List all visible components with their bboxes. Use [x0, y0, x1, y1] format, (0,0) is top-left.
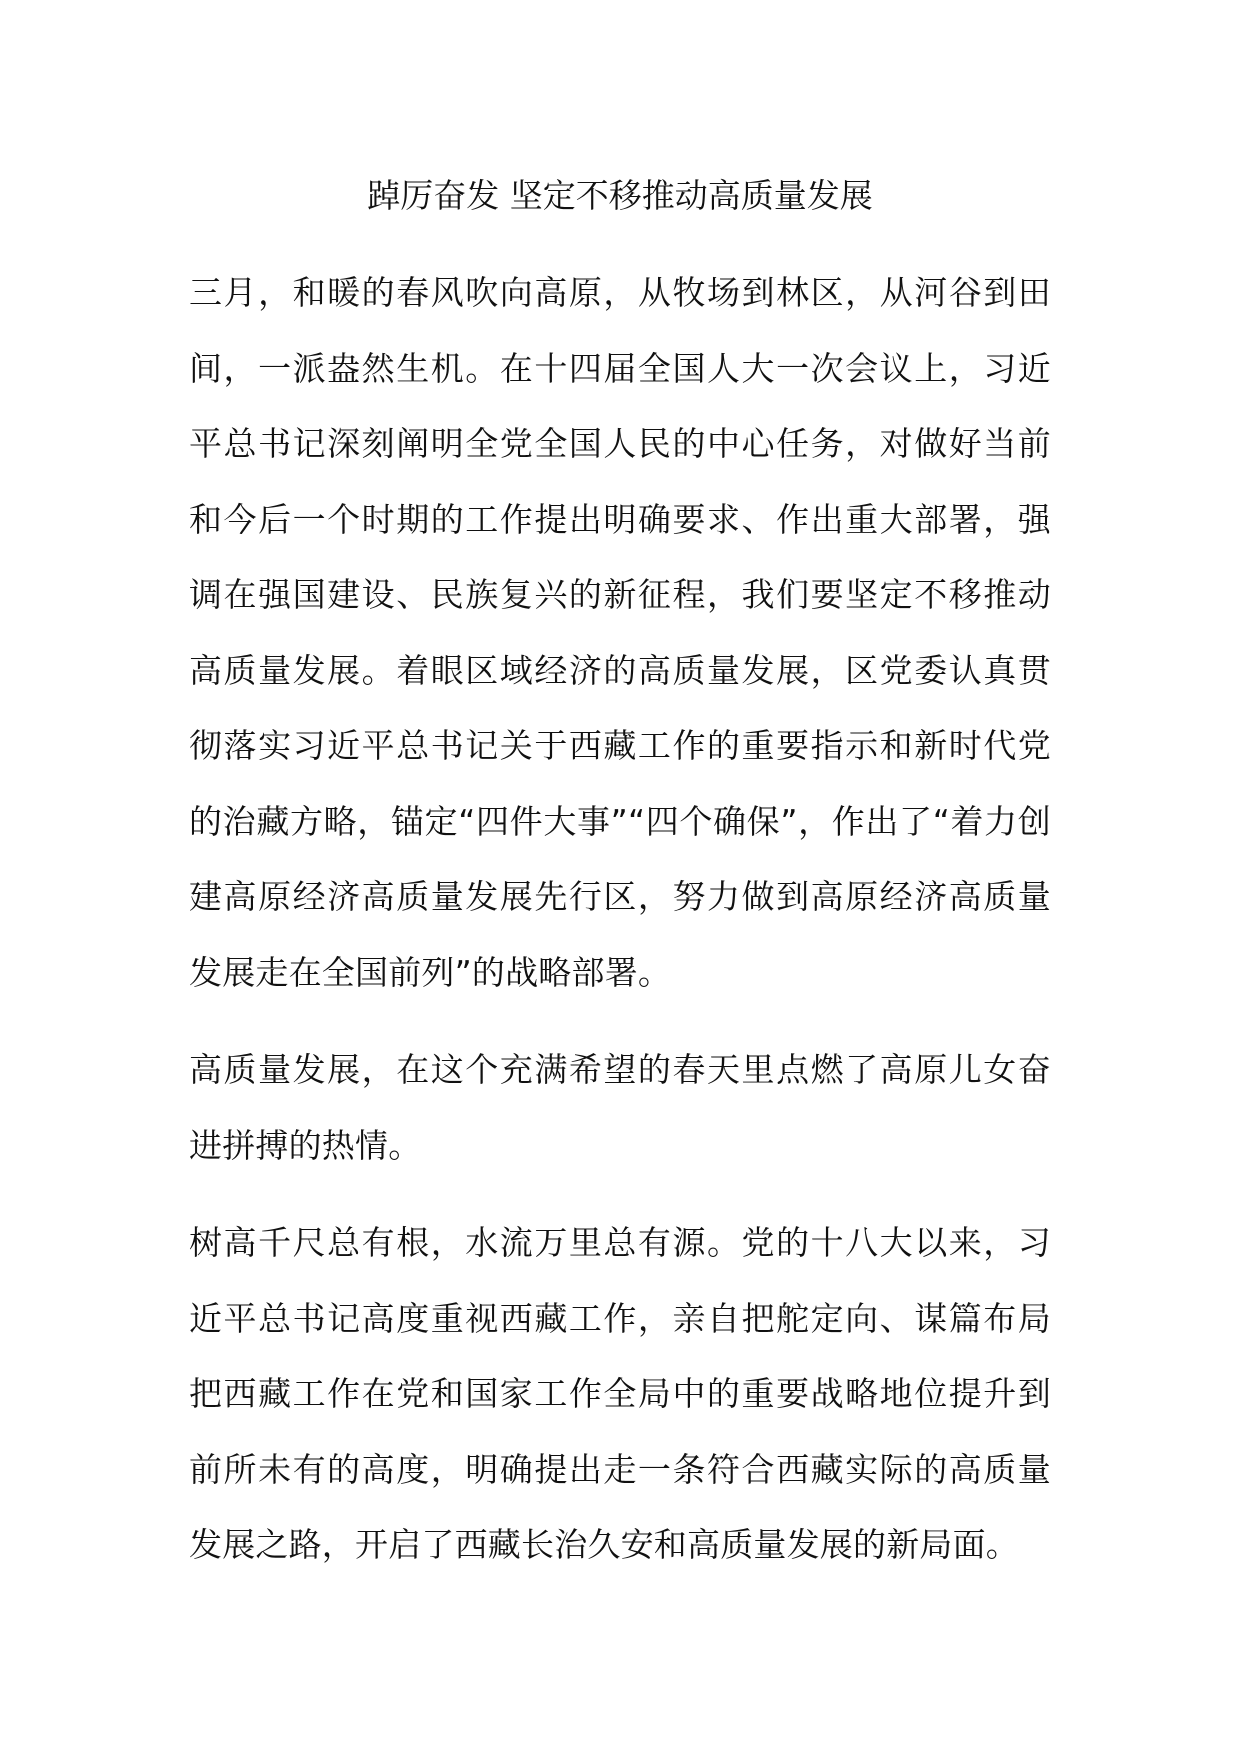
paragraph-3: 树高千尺总有根，水流万里总有源。党的十八大以来，习近平总书记高度重视西藏工作，亲自把舵定向、谋篇布局把西藏工作在党和国家工作全局中的重要战略地位提升到前所未有的高度，明确提出走一条符合西藏实际的高质量发展之路，开启了西藏长治久安和高质量发展的新局面。 [189, 1223, 1051, 1564]
document-body [189, 255, 1051, 1605]
document-title: 踔厉奋发 坚定不移推动高质量发展 [367, 176, 873, 215]
paragraph-1: 三月，和暖的春风吹向高原，从牧场到林区，从河谷到田间，一派盎然生机。在十四届全国人大一次会议上，习近平总书记深刻阐明全党全国人民的中心任务，对做好当前和今后一个时期的工作提出明确要求、作出重大部署，强调在强国建设、民族复兴的新征程，我们要坚定不移推动高质量发展。着眼区域经济的高质量发展，区党委认真贯彻落实习近平总书记关于西藏工作的重要指示和新时代党的治藏方略，锚定“四件大事”“四个确保”，作出了“着力创建高原经济高质量发展先行区，努力做到高原经济高质量发展走在全国前列”的战略部署。 [189, 273, 1051, 992]
paragraph-2: 高质量发展，在这个充满希望的春天里点燃了高原儿女奋进拼搏的热情。 [189, 1050, 1051, 1165]
